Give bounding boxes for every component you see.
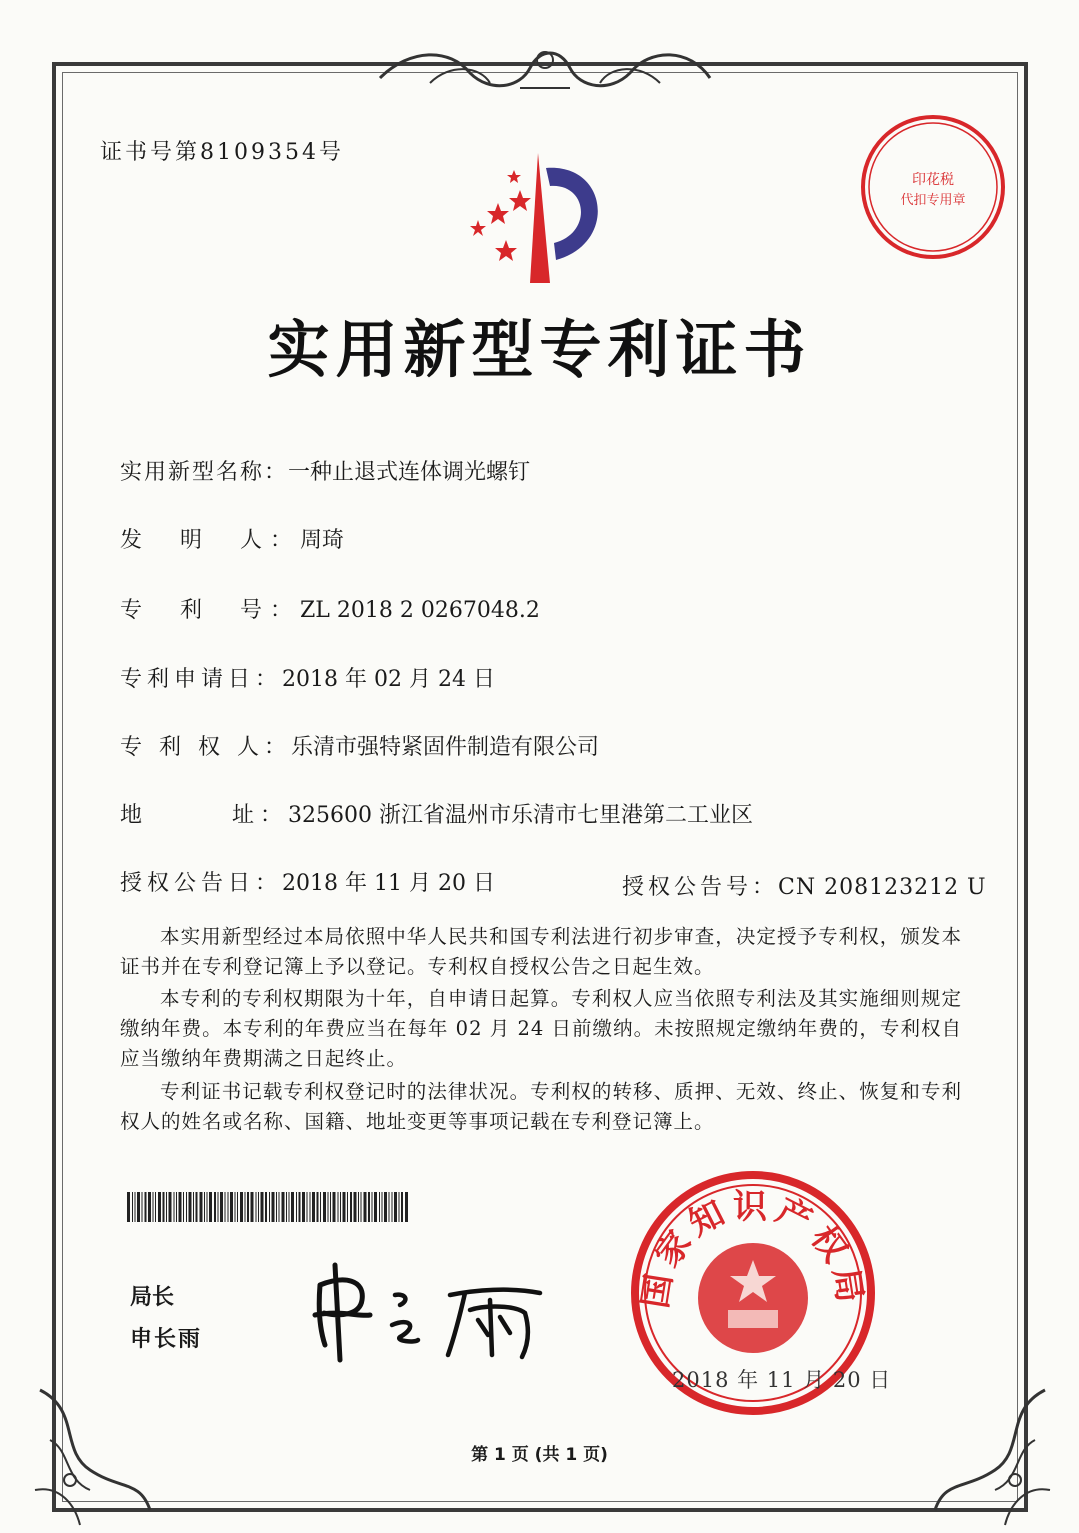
field-grant-no [622, 870, 987, 901]
field-address-label: 地 址： [120, 803, 289, 828]
field-name-value: 一种止退式连体调光螺钉 [288, 460, 531, 485]
barcode-bar [286, 1192, 287, 1222]
field-apply-date-value: 2018 年 02 月 24 日 [282, 667, 495, 692]
director-name: 申长雨 [130, 1327, 203, 1352]
field-patentee [120, 730, 599, 761]
patent-office-logo-icon [458, 148, 608, 288]
barcode-bar [289, 1192, 290, 1222]
field-grant-date-label: 授权公告日： [120, 871, 283, 896]
barcode-bar [261, 1192, 264, 1222]
barcode-bar [166, 1192, 167, 1222]
barcode-bar [372, 1192, 373, 1222]
barcode-bar [374, 1192, 377, 1222]
field-apply-date-label: 专利申请日： [120, 667, 283, 692]
director-title: 局长 [130, 1285, 175, 1310]
barcode-bar [276, 1192, 277, 1222]
barcode-bar [323, 1192, 326, 1222]
page-title: 实用新型专利证书 [267, 313, 812, 386]
field-patentee-value: 乐清市强特紧固件制造有限公司 [290, 735, 599, 760]
barcode-bar [317, 1192, 319, 1222]
barcode-bar [240, 1192, 243, 1222]
paragraph-1: 本实用新型经过本局依照中华人民共和国专利法进行初步审查，决定授予专利权，颁发本证书并在专利登记簿上予以登记。专利权自授权公告之日起生效。 [120, 925, 962, 978]
barcode-bar [186, 1192, 187, 1222]
barcode-bar [384, 1192, 387, 1222]
barcode-bar [247, 1192, 249, 1222]
barcode-bar [237, 1192, 238, 1222]
barcode-bar [320, 1192, 321, 1222]
certificate-number: 证书号第8109354号 [100, 140, 344, 165]
tax-seal-icon [858, 112, 1008, 262]
barcode-bar [145, 1192, 147, 1222]
field-inventor [120, 523, 344, 554]
field-grant-no-label: 授权公告号： [622, 875, 779, 900]
barcode-bar [333, 1192, 336, 1222]
field-patent-no [120, 593, 540, 624]
barcode-bar [256, 1192, 257, 1222]
barcode-bar [225, 1192, 226, 1222]
barcode-bar [358, 1192, 359, 1222]
barcode-bar [302, 1192, 305, 1222]
field-patent-no-label: 专 利 号： [120, 598, 301, 623]
barcode-bar [392, 1192, 393, 1222]
barcode-bar [382, 1192, 383, 1222]
field-inventor-value: 周琦 [300, 528, 345, 553]
barcode-bar [272, 1192, 275, 1222]
page-number: 第 1 页 (共 1 页) [471, 1445, 608, 1465]
barcode-bar [183, 1192, 184, 1222]
barcode-bar [330, 1192, 331, 1222]
barcode-bar [299, 1192, 301, 1222]
barcode-bar [364, 1192, 367, 1222]
field-name-label: 实用新型名称： [120, 460, 289, 485]
field-grant-no-value: CN 208123212 U [778, 875, 987, 900]
barcode-bar [296, 1192, 297, 1222]
barcode-bar [279, 1192, 280, 1222]
barcode-bar [389, 1192, 390, 1222]
barcode-bar [169, 1192, 172, 1222]
barcode-bar [200, 1192, 203, 1222]
barcode-bar [127, 1192, 130, 1222]
barcode-bar [354, 1192, 357, 1222]
barcode-bar [135, 1192, 136, 1222]
director-signature-icon [300, 1255, 560, 1365]
barcode-bar [155, 1192, 156, 1222]
paragraph-2: 本专利的专利权期限为十年，自申请日起算。专利权人应当依照专利法及其实施细则规定缴纳年费。本专利的年费应当在每年 02 月 24 日前缴纳。未按照规定缴纳年费的，专利权自应当缴纳年费期满之日起终止。 [120, 987, 962, 1070]
field-patent-no-value: ZL 2018 2 0267048.2 [300, 598, 540, 623]
barcode-bar [207, 1192, 208, 1222]
barcode-bar [189, 1192, 192, 1222]
tax-seal-center-line1: 印花税 [912, 172, 954, 188]
barcode-bar [361, 1192, 362, 1222]
barcode-bar [343, 1192, 346, 1222]
barcode-bar [228, 1192, 229, 1222]
barcode-bar [310, 1192, 311, 1222]
field-apply-date [120, 662, 495, 693]
paragraph-3: 专利证书记载专利权登记时的法律状况。专利权的转移、质押、无效、终止、恢复和专利权人的姓名或名称、国籍、地址变更等事项记载在专利登记簿上。 [120, 1080, 962, 1133]
seal-text: 国家知识产权局 [635, 1187, 871, 1311]
barcode-bar [176, 1192, 177, 1222]
barcode-bar [158, 1192, 161, 1222]
barcode-bar [218, 1192, 219, 1222]
field-grant-date [120, 866, 495, 897]
barcode-bar [312, 1192, 315, 1222]
barcode-bar [251, 1192, 254, 1222]
barcode-bar [368, 1192, 370, 1222]
barcode-bar [338, 1192, 339, 1222]
field-patentee-label: 专 利 权 人： [120, 735, 291, 760]
barcode-bar [328, 1192, 329, 1222]
top-ornament-icon [370, 38, 720, 98]
barcode-bar [214, 1192, 216, 1222]
barcode-bar [265, 1192, 267, 1222]
barcode-bar [340, 1192, 341, 1222]
barcode-bar [350, 1192, 352, 1222]
barcode-bar [401, 1192, 403, 1222]
tax-seal-center-line2: 代扣专用章 [900, 193, 966, 208]
field-address [120, 798, 753, 829]
field-inventor-label: 发 明 人： [120, 528, 301, 553]
barcode-bar [137, 1192, 140, 1222]
barcode-bar [209, 1192, 212, 1222]
barcode-bar [196, 1192, 198, 1222]
barcode-bar [230, 1192, 233, 1222]
barcode-bar [179, 1192, 182, 1222]
barcode-bar [148, 1192, 151, 1222]
field-address-value: 325600 浙江省温州市乐清市七里港第二工业区 [288, 803, 753, 828]
barcode-bar [220, 1192, 223, 1222]
barcode-bar [258, 1192, 259, 1222]
barcode-icon [127, 1192, 409, 1222]
barcode-bar [235, 1192, 236, 1222]
barcode-bar [174, 1192, 175, 1222]
barcode-bar [347, 1192, 348, 1222]
barcode-bar [399, 1192, 400, 1222]
barcode-bar [193, 1192, 194, 1222]
barcode-bar [245, 1192, 246, 1222]
barcode-bar [291, 1192, 294, 1222]
barcode-bar [394, 1192, 397, 1222]
barcode-bar [307, 1192, 308, 1222]
barcode-bar [163, 1192, 165, 1222]
barcode-bar [153, 1192, 154, 1222]
barcode-bar [379, 1192, 380, 1222]
field-name [120, 455, 530, 486]
barcode-bar [204, 1192, 205, 1222]
barcode-bar [142, 1192, 143, 1222]
barcode-bar [405, 1192, 408, 1222]
barcode-bar [282, 1192, 285, 1222]
field-grant-date-value: 2018 年 11 月 20 日 [282, 871, 495, 896]
barcode-bar [269, 1192, 270, 1222]
barcode-bar [132, 1192, 133, 1222]
seal-date: 2018 年 11 月 20 日 [672, 1368, 892, 1392]
